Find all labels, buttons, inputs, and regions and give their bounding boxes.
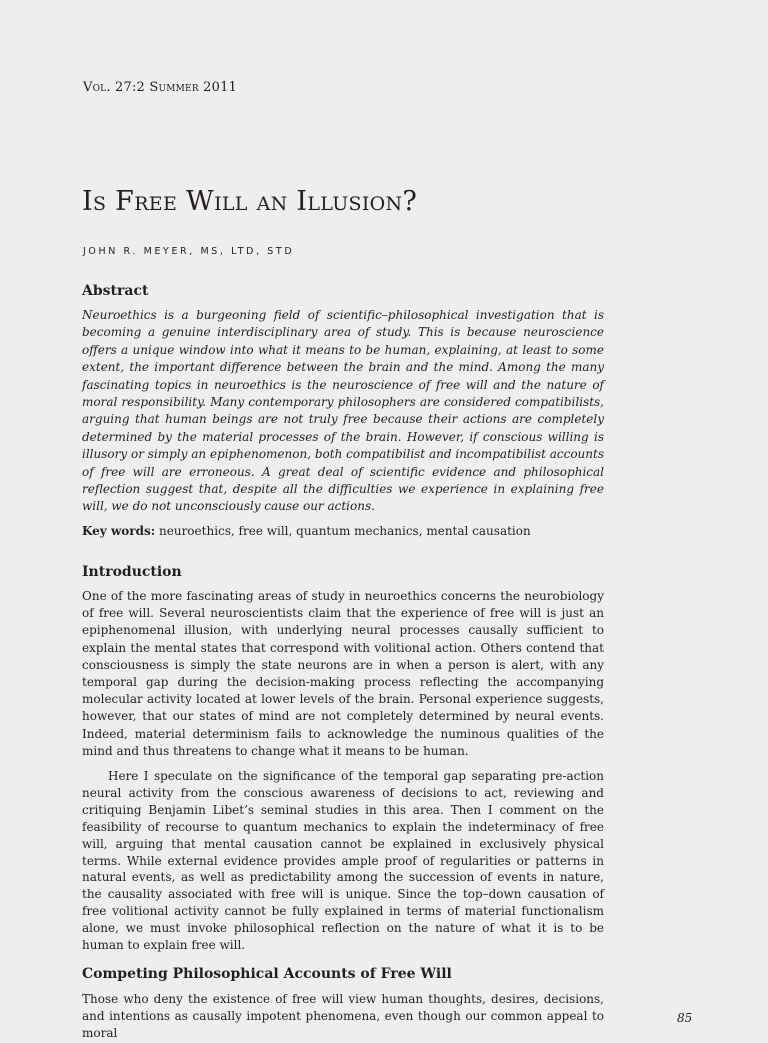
keywords-text: neuroethics, free will, quantum mechanics, mental causation	[159, 524, 531, 538]
author-line: JOHN R. MEYER, MS, LTD, STD	[83, 246, 295, 257]
keywords-label: Key words:	[82, 524, 156, 538]
journal-issue-line: Vol. 27:2 Summer 2011	[83, 80, 238, 95]
competing-accounts-paragraph: Those who deny the existence of free will view human thoughts, desires, decisions, and intentions as causally impotent phenomena, even though our common appeal to moral	[82, 992, 604, 1041]
introduction-paragraph-1: One of the more fascinating areas of study in neuroethics concerns the neurobiology of free will. Several neuroscientists claim that the experience of free will is just an epiphenomenal illusion, with underlying neural processes causally sufficient to explain the mental states that correspond with volitional action. Others contend that consciousness is simply the state neurons are in when a person is alert, with any temporal gap during the decision-making process reflecting the accompanying molecular activity located at lower levels of the brain. Personal experience suggests, however, that our states of mind are not completely determined by neural events. Indeed, material determinism fails to acknowledge the numinous qualities of the mind and thus threatens to change what it means to be human.	[82, 589, 604, 758]
competing-accounts-heading: Competing Philosophical Accounts of Free Will	[82, 966, 452, 982]
abstract-body: Neuroethics is a burgeoning field of scientific–philosophical investigation that is becoming a genuine interdisciplinary area of study. This is because neuroscience offers a unique window into what it means to be human, explaining, at least to some extent, the important difference between the brain and the mind. Among the many fascinating topics in neuroethics is the neuroscience of free will and the nature of moral responsibility. Many contemporary philosophers are considered compatibilists, arguing that human beings are not truly free because their actions are completely determined by the material processes of the brain. However, if conscious willing is illusory or simply an epiphenomenon, both compatibilist and incompatibilist accounts of free will are erroneous. A great deal of scientific evidence and philosophical reflection suggest that, despite all the difficulties we experience in explaining free will, we do not unconsciously cause our actions.	[82, 308, 604, 514]
keywords-line	[82, 524, 622, 538]
article-title: Is Free Will an Illusion?	[82, 186, 418, 217]
abstract-heading: Abstract	[82, 283, 149, 299]
page-number: 85	[677, 1011, 693, 1025]
introduction-paragraph-2: Here I speculate on the significance of the temporal gap separating pre-action neural activity from the conscious awareness of decisions to act, reviewing and critiquing Benjamin Libet’s seminal studies in this area. Then I comment on the feasibility of recourse to quantum mechanics to explain the indeterminacy of free will, arguing that mental causation cannot be explained in exclusively physical terms. While external evidence provides ample proof of regularities or patterns in natural events, as well as predictability among the succession of events in nature, the causality associated with free will is unique. Since the top–down causation of free volitional activity cannot be fully explained in terms of material functionalism alone, we must invoke philosophical reflection on the nature of what it is to be human to explain free will.	[82, 769, 604, 953]
introduction-heading: Introduction	[82, 564, 182, 580]
